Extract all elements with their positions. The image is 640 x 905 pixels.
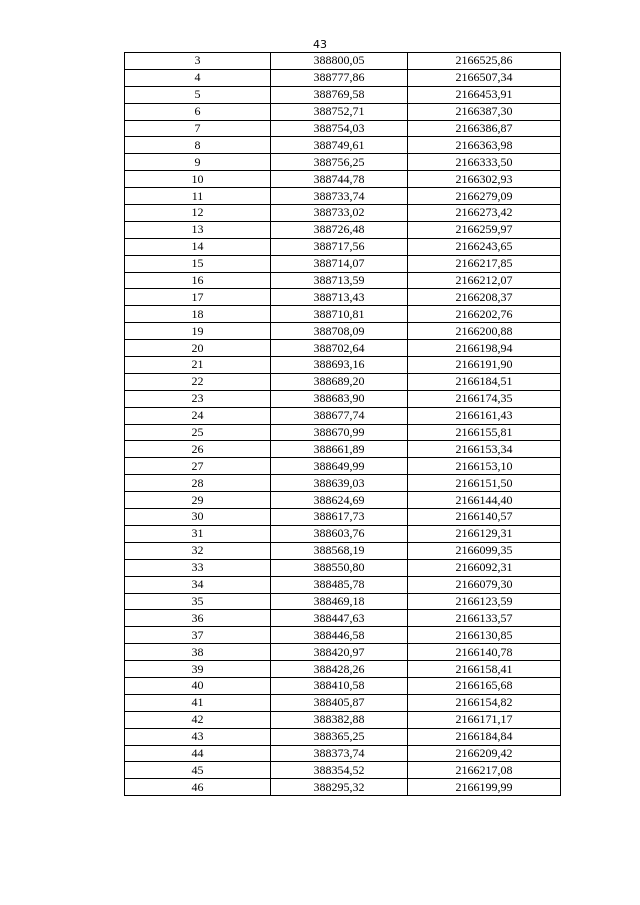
table-row — [125, 390, 561, 407]
table-row — [125, 289, 561, 306]
table-row — [125, 407, 561, 424]
point-number-cell: 8 — [125, 137, 271, 154]
point-number-cell: 18 — [125, 306, 271, 323]
x-coordinate-cell: 388447,63 — [271, 610, 408, 627]
table-row — [125, 694, 561, 711]
x-coordinate-cell: 388713,59 — [271, 272, 408, 289]
x-coordinate-cell: 388624,69 — [271, 492, 408, 509]
table-row — [125, 53, 561, 70]
table-row — [125, 103, 561, 120]
x-coordinate-cell: 388365,25 — [271, 728, 408, 745]
x-coordinate-cell: 388800,05 — [271, 53, 408, 70]
point-number-cell: 14 — [125, 238, 271, 255]
x-coordinate-cell: 388683,90 — [271, 390, 408, 407]
y-coordinate-cell: 2166363,98 — [408, 137, 561, 154]
point-number-cell: 34 — [125, 576, 271, 593]
x-coordinate-cell: 388710,81 — [271, 306, 408, 323]
y-coordinate-cell: 2166208,37 — [408, 289, 561, 306]
table-row — [125, 576, 561, 593]
x-coordinate-cell: 388661,89 — [271, 441, 408, 458]
table-row — [125, 627, 561, 644]
y-coordinate-cell: 2166158,41 — [408, 661, 561, 678]
table-row — [125, 69, 561, 86]
point-number-cell: 31 — [125, 525, 271, 542]
point-number-cell: 6 — [125, 103, 271, 120]
x-coordinate-cell: 388717,56 — [271, 238, 408, 255]
x-coordinate-cell: 388752,71 — [271, 103, 408, 120]
point-number-cell: 15 — [125, 255, 271, 272]
table-row — [125, 306, 561, 323]
table-row — [125, 340, 561, 357]
y-coordinate-cell: 2166165,68 — [408, 677, 561, 694]
x-coordinate-cell: 388677,74 — [271, 407, 408, 424]
y-coordinate-cell: 2166123,59 — [408, 593, 561, 610]
y-coordinate-cell: 2166212,07 — [408, 272, 561, 289]
y-coordinate-cell: 2166153,34 — [408, 441, 561, 458]
x-coordinate-cell: 388295,32 — [271, 779, 408, 796]
table-row — [125, 137, 561, 154]
point-number-cell: 24 — [125, 407, 271, 424]
point-number-cell: 22 — [125, 373, 271, 390]
y-coordinate-cell: 2166273,42 — [408, 205, 561, 222]
point-number-cell: 42 — [125, 711, 271, 728]
y-coordinate-cell: 2166154,82 — [408, 694, 561, 711]
table-row — [125, 475, 561, 492]
table-row — [125, 458, 561, 475]
x-coordinate-cell: 388749,61 — [271, 137, 408, 154]
point-number-cell: 27 — [125, 458, 271, 475]
x-coordinate-cell: 388639,03 — [271, 475, 408, 492]
y-coordinate-cell: 2166202,76 — [408, 306, 561, 323]
table-row — [125, 593, 561, 610]
x-coordinate-cell: 388693,16 — [271, 357, 408, 374]
x-coordinate-cell: 388733,74 — [271, 188, 408, 205]
table-row — [125, 120, 561, 137]
table-row — [125, 154, 561, 171]
table-row — [125, 492, 561, 509]
y-coordinate-cell: 2166217,85 — [408, 255, 561, 272]
table-row — [125, 711, 561, 728]
point-number-cell: 13 — [125, 221, 271, 238]
point-number-cell: 12 — [125, 205, 271, 222]
table-row — [125, 171, 561, 188]
point-number-cell: 5 — [125, 86, 271, 103]
y-coordinate-cell: 2166153,10 — [408, 458, 561, 475]
point-number-cell: 43 — [125, 728, 271, 745]
x-coordinate-cell: 388670,99 — [271, 424, 408, 441]
x-coordinate-cell: 388714,07 — [271, 255, 408, 272]
table-row — [125, 221, 561, 238]
point-number-cell: 28 — [125, 475, 271, 492]
point-number-cell: 25 — [125, 424, 271, 441]
y-coordinate-cell: 2166174,35 — [408, 390, 561, 407]
point-number-cell: 9 — [125, 154, 271, 171]
table-row — [125, 677, 561, 694]
x-coordinate-cell: 388649,99 — [271, 458, 408, 475]
x-coordinate-cell: 388744,78 — [271, 171, 408, 188]
y-coordinate-cell: 2166191,90 — [408, 357, 561, 374]
x-coordinate-cell: 388354,52 — [271, 762, 408, 779]
x-coordinate-cell: 388777,86 — [271, 69, 408, 86]
table-row — [125, 762, 561, 779]
y-coordinate-cell: 2166279,09 — [408, 188, 561, 205]
y-coordinate-cell: 2166200,88 — [408, 323, 561, 340]
table-row — [125, 559, 561, 576]
x-coordinate-cell: 388485,78 — [271, 576, 408, 593]
point-number-cell: 35 — [125, 593, 271, 610]
y-coordinate-cell: 2166171,17 — [408, 711, 561, 728]
y-coordinate-cell: 2166243,65 — [408, 238, 561, 255]
table-row — [125, 424, 561, 441]
point-number-cell: 29 — [125, 492, 271, 509]
point-number-cell: 32 — [125, 542, 271, 559]
y-coordinate-cell: 2166140,57 — [408, 509, 561, 526]
table-row — [125, 728, 561, 745]
table-row — [125, 525, 561, 542]
x-coordinate-cell: 388382,88 — [271, 711, 408, 728]
point-number-cell: 23 — [125, 390, 271, 407]
x-coordinate-cell: 388550,80 — [271, 559, 408, 576]
table-row — [125, 255, 561, 272]
y-coordinate-cell: 2166387,30 — [408, 103, 561, 120]
x-coordinate-cell: 388617,73 — [271, 509, 408, 526]
y-coordinate-cell: 2166302,93 — [408, 171, 561, 188]
x-coordinate-cell: 388428,26 — [271, 661, 408, 678]
y-coordinate-cell: 2166209,42 — [408, 745, 561, 762]
y-coordinate-cell: 2166092,31 — [408, 559, 561, 576]
y-coordinate-cell: 2166155,81 — [408, 424, 561, 441]
y-coordinate-cell: 2166259,97 — [408, 221, 561, 238]
y-coordinate-cell: 2166217,08 — [408, 762, 561, 779]
table-row — [125, 86, 561, 103]
x-coordinate-cell: 388469,18 — [271, 593, 408, 610]
table-row — [125, 188, 561, 205]
point-number-cell: 7 — [125, 120, 271, 137]
table-row — [125, 509, 561, 526]
x-coordinate-cell: 388713,43 — [271, 289, 408, 306]
y-coordinate-cell: 2166140,78 — [408, 644, 561, 661]
y-coordinate-cell: 2166133,57 — [408, 610, 561, 627]
y-coordinate-cell: 2166386,87 — [408, 120, 561, 137]
y-coordinate-cell: 2166198,94 — [408, 340, 561, 357]
table-row — [125, 644, 561, 661]
point-number-cell: 19 — [125, 323, 271, 340]
coordinates-table-body — [125, 53, 561, 796]
point-number-cell: 36 — [125, 610, 271, 627]
x-coordinate-cell: 388726,48 — [271, 221, 408, 238]
point-number-cell: 39 — [125, 661, 271, 678]
point-number-cell: 3 — [125, 53, 271, 70]
point-number-cell: 38 — [125, 644, 271, 661]
table-row — [125, 661, 561, 678]
y-coordinate-cell: 2166151,50 — [408, 475, 561, 492]
y-coordinate-cell: 2166129,31 — [408, 525, 561, 542]
point-number-cell: 26 — [125, 441, 271, 458]
x-coordinate-cell: 388733,02 — [271, 205, 408, 222]
y-coordinate-cell: 2166161,43 — [408, 407, 561, 424]
point-number-cell: 20 — [125, 340, 271, 357]
point-number-cell: 21 — [125, 357, 271, 374]
table-row — [125, 238, 561, 255]
point-number-cell: 30 — [125, 509, 271, 526]
point-number-cell: 33 — [125, 559, 271, 576]
point-number-cell: 11 — [125, 188, 271, 205]
point-number-cell: 10 — [125, 171, 271, 188]
point-number-cell: 17 — [125, 289, 271, 306]
table-row — [125, 205, 561, 222]
y-coordinate-cell: 2166507,34 — [408, 69, 561, 86]
x-coordinate-cell: 388769,58 — [271, 86, 408, 103]
point-number-cell: 16 — [125, 272, 271, 289]
point-number-cell: 44 — [125, 745, 271, 762]
table-row — [125, 779, 561, 796]
x-coordinate-cell: 388702,64 — [271, 340, 408, 357]
x-coordinate-cell: 388420,97 — [271, 644, 408, 661]
x-coordinate-cell: 388756,25 — [271, 154, 408, 171]
y-coordinate-cell: 2166079,30 — [408, 576, 561, 593]
point-number-cell: 37 — [125, 627, 271, 644]
y-coordinate-cell: 2166130,85 — [408, 627, 561, 644]
x-coordinate-cell: 388708,09 — [271, 323, 408, 340]
table-row — [125, 542, 561, 559]
x-coordinate-cell: 388446,58 — [271, 627, 408, 644]
y-coordinate-cell: 2166099,35 — [408, 542, 561, 559]
coordinates-table — [124, 52, 561, 796]
table-row — [125, 323, 561, 340]
x-coordinate-cell: 388603,76 — [271, 525, 408, 542]
y-coordinate-cell: 2166199,99 — [408, 779, 561, 796]
y-coordinate-cell: 2166184,84 — [408, 728, 561, 745]
x-coordinate-cell: 388410,58 — [271, 677, 408, 694]
table-row — [125, 272, 561, 289]
table-row — [125, 357, 561, 374]
point-number-cell: 45 — [125, 762, 271, 779]
y-coordinate-cell: 2166453,91 — [408, 86, 561, 103]
x-coordinate-cell: 388689,20 — [271, 373, 408, 390]
y-coordinate-cell: 2166144,40 — [408, 492, 561, 509]
table-row — [125, 373, 561, 390]
y-coordinate-cell: 2166333,50 — [408, 154, 561, 171]
x-coordinate-cell: 388405,87 — [271, 694, 408, 711]
x-coordinate-cell: 388373,74 — [271, 745, 408, 762]
x-coordinate-cell: 388754,03 — [271, 120, 408, 137]
point-number-cell: 4 — [125, 69, 271, 86]
table-row — [125, 610, 561, 627]
point-number-cell: 40 — [125, 677, 271, 694]
table-row — [125, 745, 561, 762]
point-number-cell: 41 — [125, 694, 271, 711]
y-coordinate-cell: 2166184,51 — [408, 373, 561, 390]
point-number-cell: 46 — [125, 779, 271, 796]
y-coordinate-cell: 2166525,86 — [408, 53, 561, 70]
x-coordinate-cell: 388568,19 — [271, 542, 408, 559]
table-row — [125, 441, 561, 458]
page-number: 43 — [313, 38, 327, 51]
